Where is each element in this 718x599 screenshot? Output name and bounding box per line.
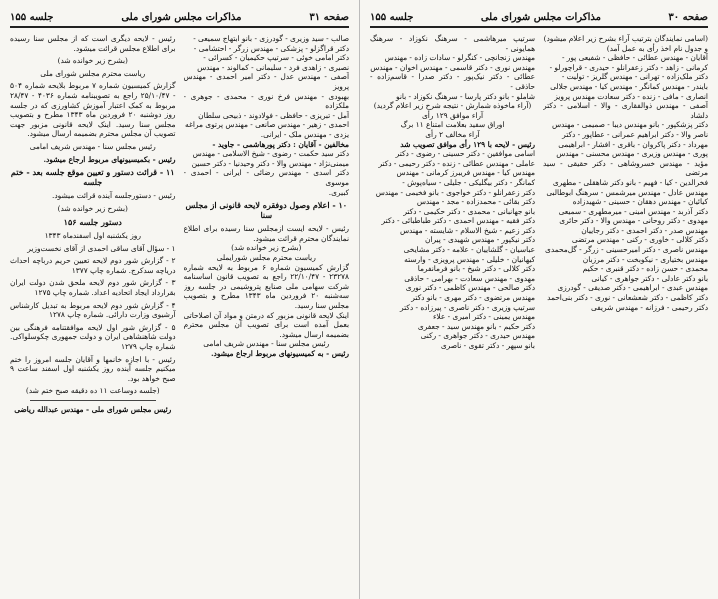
text-line: دکتر قراگزلو - پزشکی - مهندس زرگر - احتشامی - (193, 43, 349, 53)
text-line: مهندس بختیاری - نیکوبخت - دکتر مرزبان (582, 254, 708, 264)
text-line: مهرداد - دکتر پاکروان - باقری - افشار - ابراهیمی (558, 139, 708, 149)
agenda-item: ۴ - گزارش شور دوم لایحه مربوط به تبدیل کارشناس آرشیوی وزارت دارائی. شماره چاپ ۱۲۷۸ (10, 300, 176, 320)
text-line: مهندس عادل - مهندس میرشمس - سرهنگ ابوطالبی (546, 187, 708, 197)
text-line: فخرالدین - کیا - فهیم - بانو دکتر شاهقلی - مطهری (552, 177, 708, 187)
right-page-label: صفحه ۳۰ (668, 11, 708, 23)
note: (آراء ماخوذه شمارش - نتیجه شرح زیر اعلام گردید) (373, 101, 532, 111)
text-line: دکتر زعفرانلو - دکتر خواجوی - بانو فخیمی - مهندس (375, 187, 535, 197)
text-line: کبیری. (328, 187, 349, 197)
text-line: ناصر والا - دکتر ابراهیم عمرانی - عطاپور - دکتر (562, 129, 708, 139)
left-page-label: صفحه ۳۱ (309, 11, 349, 23)
section-heading: ۱۱ - قرائت دستور و تعیین موقع جلسه بعد - ختم جلسه (10, 167, 175, 187)
text-line: دکتر صالحی - مهندس کاظمی - دکتر نوری (405, 283, 535, 293)
signature-line: رئیس مجلس شورای ملی - مهندس عبدالله ریاضی (14, 405, 172, 414)
paragraph: رئیس - به کمیسیونهای مربوط ارجاع میشود. (210, 349, 349, 358)
left-page-header (10, 8, 349, 28)
vote-result: رئیس - لایحه با ۱۲۹ رأی موافق تصویب شد (400, 139, 535, 149)
text-line: مهدوی - دکتر روحانی - مهندس والا - دکتر حائری (559, 216, 708, 226)
paragraph: اینک لایحه قانونی مزبور که درمتن و مواد آن اصلاحاتی بعمل آمده است برای تصویب آن مجلس محترم بضمیمه ارسال میشود. (183, 310, 349, 339)
text-line: مؤید - مهندس خسروشاهی - دکتر حقیقی - سید مرتضی (543, 158, 708, 178)
left-page-column-right (184, 34, 350, 591)
text-line: آقایان - مهندس عطائی - حافظی - شفیعی پور - (561, 53, 708, 63)
paragraph: رئیس - لایحه دیگری است که از مجلس سنا رسیده برای اطلاع مجلس قرائت میشود. (10, 34, 176, 53)
text-line: دکتر رحیمی - فرزانه - مهندس شریفی (591, 302, 708, 312)
left-page-session: جلسه ۱۵۵ (10, 11, 54, 23)
paragraph: رئیس - لایحه ایست ازمجلس سنا رسیده برای اطلاع نمایندگان محترم قرائت میشود. (183, 224, 349, 243)
text-line: دکتر ملک‌زاده - تهرانی - مهندس گلریز - تولیت - (561, 72, 708, 82)
note: (بشرح زیر خوانده شد) (57, 203, 128, 213)
text-line: شاملو - بانو دکتر پارسا - سرهنگ نکوزاد - بانو (396, 91, 535, 101)
text-line: یزدی - مهندس ملک - ایرانی. (260, 129, 349, 139)
signature-line: رئیس مجلس سنا - مهندس شریف امامی (203, 339, 330, 349)
agenda-date: روز یکشنبه اول اسفندماه ۱۳۴۳ (44, 231, 141, 241)
text-line: بانو دکتر عادلی - دکتر جواهری - کیانی (591, 273, 708, 283)
text-line: عطائی - دکتر نیک‌پور - دکتر صدرا - قاسم‌زاده - حاذقی - (370, 72, 535, 91)
paragraph: رئیس - با اجازه خانمها و آقایان جلسه امروز را ختم میکنیم جلسه آینده روز یکشنبه اول اسفند ساعت ۹ صبح خواهد بود. (10, 354, 176, 383)
right-page-header (370, 8, 708, 28)
text-line: انصاری - مافی - زنده - دکتر سعادت مهندس پرویز (554, 91, 708, 101)
left-page-column-left (10, 34, 176, 591)
text-line: عباسیان - گلشاییان - علامه - دکتر مشایخی (403, 245, 535, 255)
text-line: مهندس یمینی - دکتر امیری - علاء (432, 312, 535, 322)
text-line: آصفی - مهندس عدل - دکتر امیر احمدی - مهندس پرویز (183, 72, 349, 91)
text-line: مهندس ناصری - دکتر امیرحسینی - زرگر - گل‌محمدی (545, 245, 708, 255)
text-line: دکتر بقائی - محمدزاده - مجد - مهندس (416, 197, 535, 207)
right-page-session: جلسه ۱۵۵ (370, 11, 414, 23)
text-line: دکتر اسدی - مهندس رضائی - ایرانی - احمدی - موسوی (183, 168, 349, 187)
vote-count: آراء موافق ۱۲۹ رأی (421, 110, 484, 120)
text-line: مهندس نوری - دکتر قاسمی - مهندس اخوان - مهندس (370, 62, 535, 72)
text-line: بهبودی - مهندس فرخ نوری - محمدی - جوهری - ملکزاده (183, 91, 349, 111)
text-line: دکتر حکیم - بانو مهندس سید - جعفری (417, 321, 535, 331)
right-page-title: مذاکرات مجلس شورای ملی (480, 11, 601, 23)
text-line: سرتیپ وزیری - دکتر ناصری - پیرزاده - دکتر (400, 302, 535, 312)
text-line: عاملی - مهندس عطائی - زنده - دکتر رحیمی - دکتر (378, 158, 535, 168)
text-line: مهندس زنجانچی - کنگرلو - سادات زاده - مهندس (384, 53, 535, 63)
text-line: دکتر امامی خوئی - سرتیپ حکیمیان - کسرائی - (203, 53, 349, 63)
agenda-item: ۱ - سؤال آقای ساقی احمدی از آقای نخست‌وزیر (27, 243, 176, 253)
text-line: نصیری - زاهدی فرد - سلیمانی - کمالوند - مهندس (197, 62, 349, 72)
paragraph: رئیس - بکمیسیونهای مربوط ارجاع میشود. (43, 154, 176, 164)
text-line: کمانگر - دکتر بیگلیکی - جلیلی - سیاه‌پوش - (402, 177, 535, 187)
text-line: دکتر آذربد - مهندس امینی - میرمطهری - سمیعی (558, 206, 708, 216)
right-page-column-right (543, 34, 708, 591)
note: (بشرح زیر خوانده شد) (231, 243, 302, 253)
agenda-heading: دستور جلسه ۱۵۶ (63, 216, 122, 227)
paragraph: رئیس - دستورجلسه آینده قرائت میشود. (51, 191, 176, 201)
text-line: سرتیپ میرهاشمی - سرهنگ نکوزاد - سرهنگ همایونی - (370, 34, 535, 53)
text-line: دکتر کلالی - خاوری - رکنی - مهندس مرتضی (571, 235, 708, 245)
paragraph: گزارش کمیسیون شماره ۶ مربوط به لایحه شماره ۲۳۲۷۸ - ۲۲/۱۰/۴۷ راجع به تصویب قانون اساسنامه شرکت سهامی ملی صنایع پتروشیمی در جلسه روز سه‌شنبه ۲۰ فروردین ماه ۱۳۴۳ مطرح و بتصویب مجلس سنا رسید. (183, 262, 349, 311)
paragraph: گزارش کمیسیون شماره ۷ مربوط بلایحه شماره ۵۰۴ - ۲۵/۱۰/۴۷ راجع به تصویبنامه شماره ۴۰۳۶ - ۲۸/۴۷ مربوط به کمک اعتبار آموزش کشاورزی که در جلسه روز دوشنبه ۲۰ فروردین ماه ۱۳۴۳ مطرح و بتصویب مجلس سنا رسید. اینک لایحه قانونی مزبور جهت تصویب آن مجلس محترم بضمیمه ارسال میشود. (10, 81, 176, 139)
note: (جلسه دوساعت ۱۱ ده دقیقه صبح ختم شد) (25, 386, 160, 396)
agenda-item: ۳ - گزارش شور دوم لایحه ملحق شدن دولت ایران بقرارداد ایجاد اتحادیه اعداد. شماره چاپ ۱۲۷۵ (10, 278, 176, 298)
text-line: دکتر سید حکمت - رضوی - شیخ الاسلامی - مهندس (192, 149, 349, 159)
text-line: دکتر کاظمی - دکتر شعشعانی - نوری - دکتر بنی‌احمد (547, 293, 708, 303)
divider (30, 400, 156, 401)
note: (بشرح زیر خوانده شد) (57, 56, 128, 66)
right-page (360, 0, 718, 599)
address-line: ریاست محترم مجلس شورایملی (216, 253, 316, 263)
text-line: مهدوی - مهندس سعادت - بهرامی - حاذقی (404, 273, 535, 283)
right-page-column-left (370, 34, 535, 591)
text-line: آمل - تبریزی - حافظی - فولادوند - ذبیحی سلطان (198, 110, 349, 120)
vote-count: آراء مخالف ۲ رأی (425, 129, 480, 139)
text-line: میمنی‌نژاد - مهندس والا - دکتر وحیدنیا - دکتر حسین (191, 158, 349, 168)
text-line: کیائیان - مهندس دهقان - حسینی - شهیدزاده (572, 197, 708, 207)
left-page-title: مذاکرات مجلس شورای ملی (121, 11, 242, 23)
text-line: مهندس حیدری - دکتر جواهری - رکنی (420, 331, 535, 341)
text-line: دکتر پزشکپور - بانو مهندس دیبا - صمیمی - مهندس (552, 120, 708, 130)
text-line: اسامی موافقین - دکتر حسینی - رضوی - دکتر (395, 149, 535, 159)
text-line: کیهانیان - خلیلی - مهندس پرویزی - وارسته (404, 254, 535, 264)
text-line: آصفی - مهندس ذوالفقاری - والا - اسلامی - دکتر دلشاد (543, 101, 708, 120)
text-line: دکتر کلالی - دکتر شیخ - بانو فرمانفرما (417, 264, 535, 274)
text-line: دکتر فقیه - مهندس احمدی - دکتر طباطبائی - دکتر (381, 216, 535, 226)
text-line: مهندس کیا - مهندس فریبرز کرمانی - مهندس (396, 168, 535, 178)
text-line: بانو سپهر - دکتر تقوی - ناصری (440, 341, 535, 350)
agenda-item: ۲ - گزارش شور دوم لایحه تعیین حریم درباچه احداث دریاچه سدکرج. شماره چاپ ۱۳۷۷ (10, 256, 176, 275)
section-heading: ۱۰ - اعلام وصول دوفقره لایحه قانونی از مجلس سنا (185, 200, 348, 220)
agenda-item: ۵ - گزارش شور اول لایحه موافقتنامه فرهنگی بین دولت شاهنشاهی ایران و دولت جمهوری چکوسلواکی. شماره چاپ ۱۲۷۹ (10, 322, 176, 352)
text-line: صالب - سید وزیری - گودرزی - بانو ابتهاج سمیعی - (193, 34, 349, 43)
text-line: بانو جهانبانی - محمدی - دکتر حکیمی - دکتر (403, 206, 535, 216)
text-line: احمدی - زهیر - مهندس صانعی - مهندس پرتوی مراغه (185, 120, 349, 130)
vote-count: اوراق سفید بعلامت امتناع ۱۱ برگ (400, 120, 505, 130)
text-line: (اسامی نمایندگان بترتیب آراء بشرح زیر اعلام میشود) (543, 34, 708, 43)
text-line: محمدی - حسن زاده - دکتر قنبری - حکیم (582, 264, 708, 274)
text-line: مهندس صدر - دکتر احمدی - دکتر رجاییان (581, 225, 708, 235)
address-line: ریاست محترم مجلس شورای ملی (40, 68, 146, 78)
text-line: پوری - مهندس وزیری - مهندس محسنی - مهندس (556, 149, 708, 159)
text-line: بایندر - مهندس کمانگر - مهندس کیا - مهندس جلالی (550, 81, 708, 91)
text-line: دکتر زعیم - شیخ الاسلام - شایسته - مهندس (400, 225, 535, 235)
text-line: و جدول نام اخذ رأی به عمل آمد) (606, 43, 708, 53)
text-line: مهندس عبدی - ابراهیمی - دکتر صدیقی - گودرزی (557, 283, 708, 293)
text-line: مخالفین - آقایان : دکتر پورهاشمی - جاوید - (212, 139, 349, 149)
text-line: دکتر نیکپور - مهندس شهیدی - پیران (424, 235, 535, 245)
text-line: کرمانی - زاهد - دکتر زعفرانلو - حیدری - قراچورلو - (549, 62, 708, 72)
text-line: مهندس مرتضوی - دکتر مهری - بانو دکتر (411, 293, 535, 303)
signature-line: رئیس مجلس سنا - مهندس شریف امامی (29, 141, 156, 151)
